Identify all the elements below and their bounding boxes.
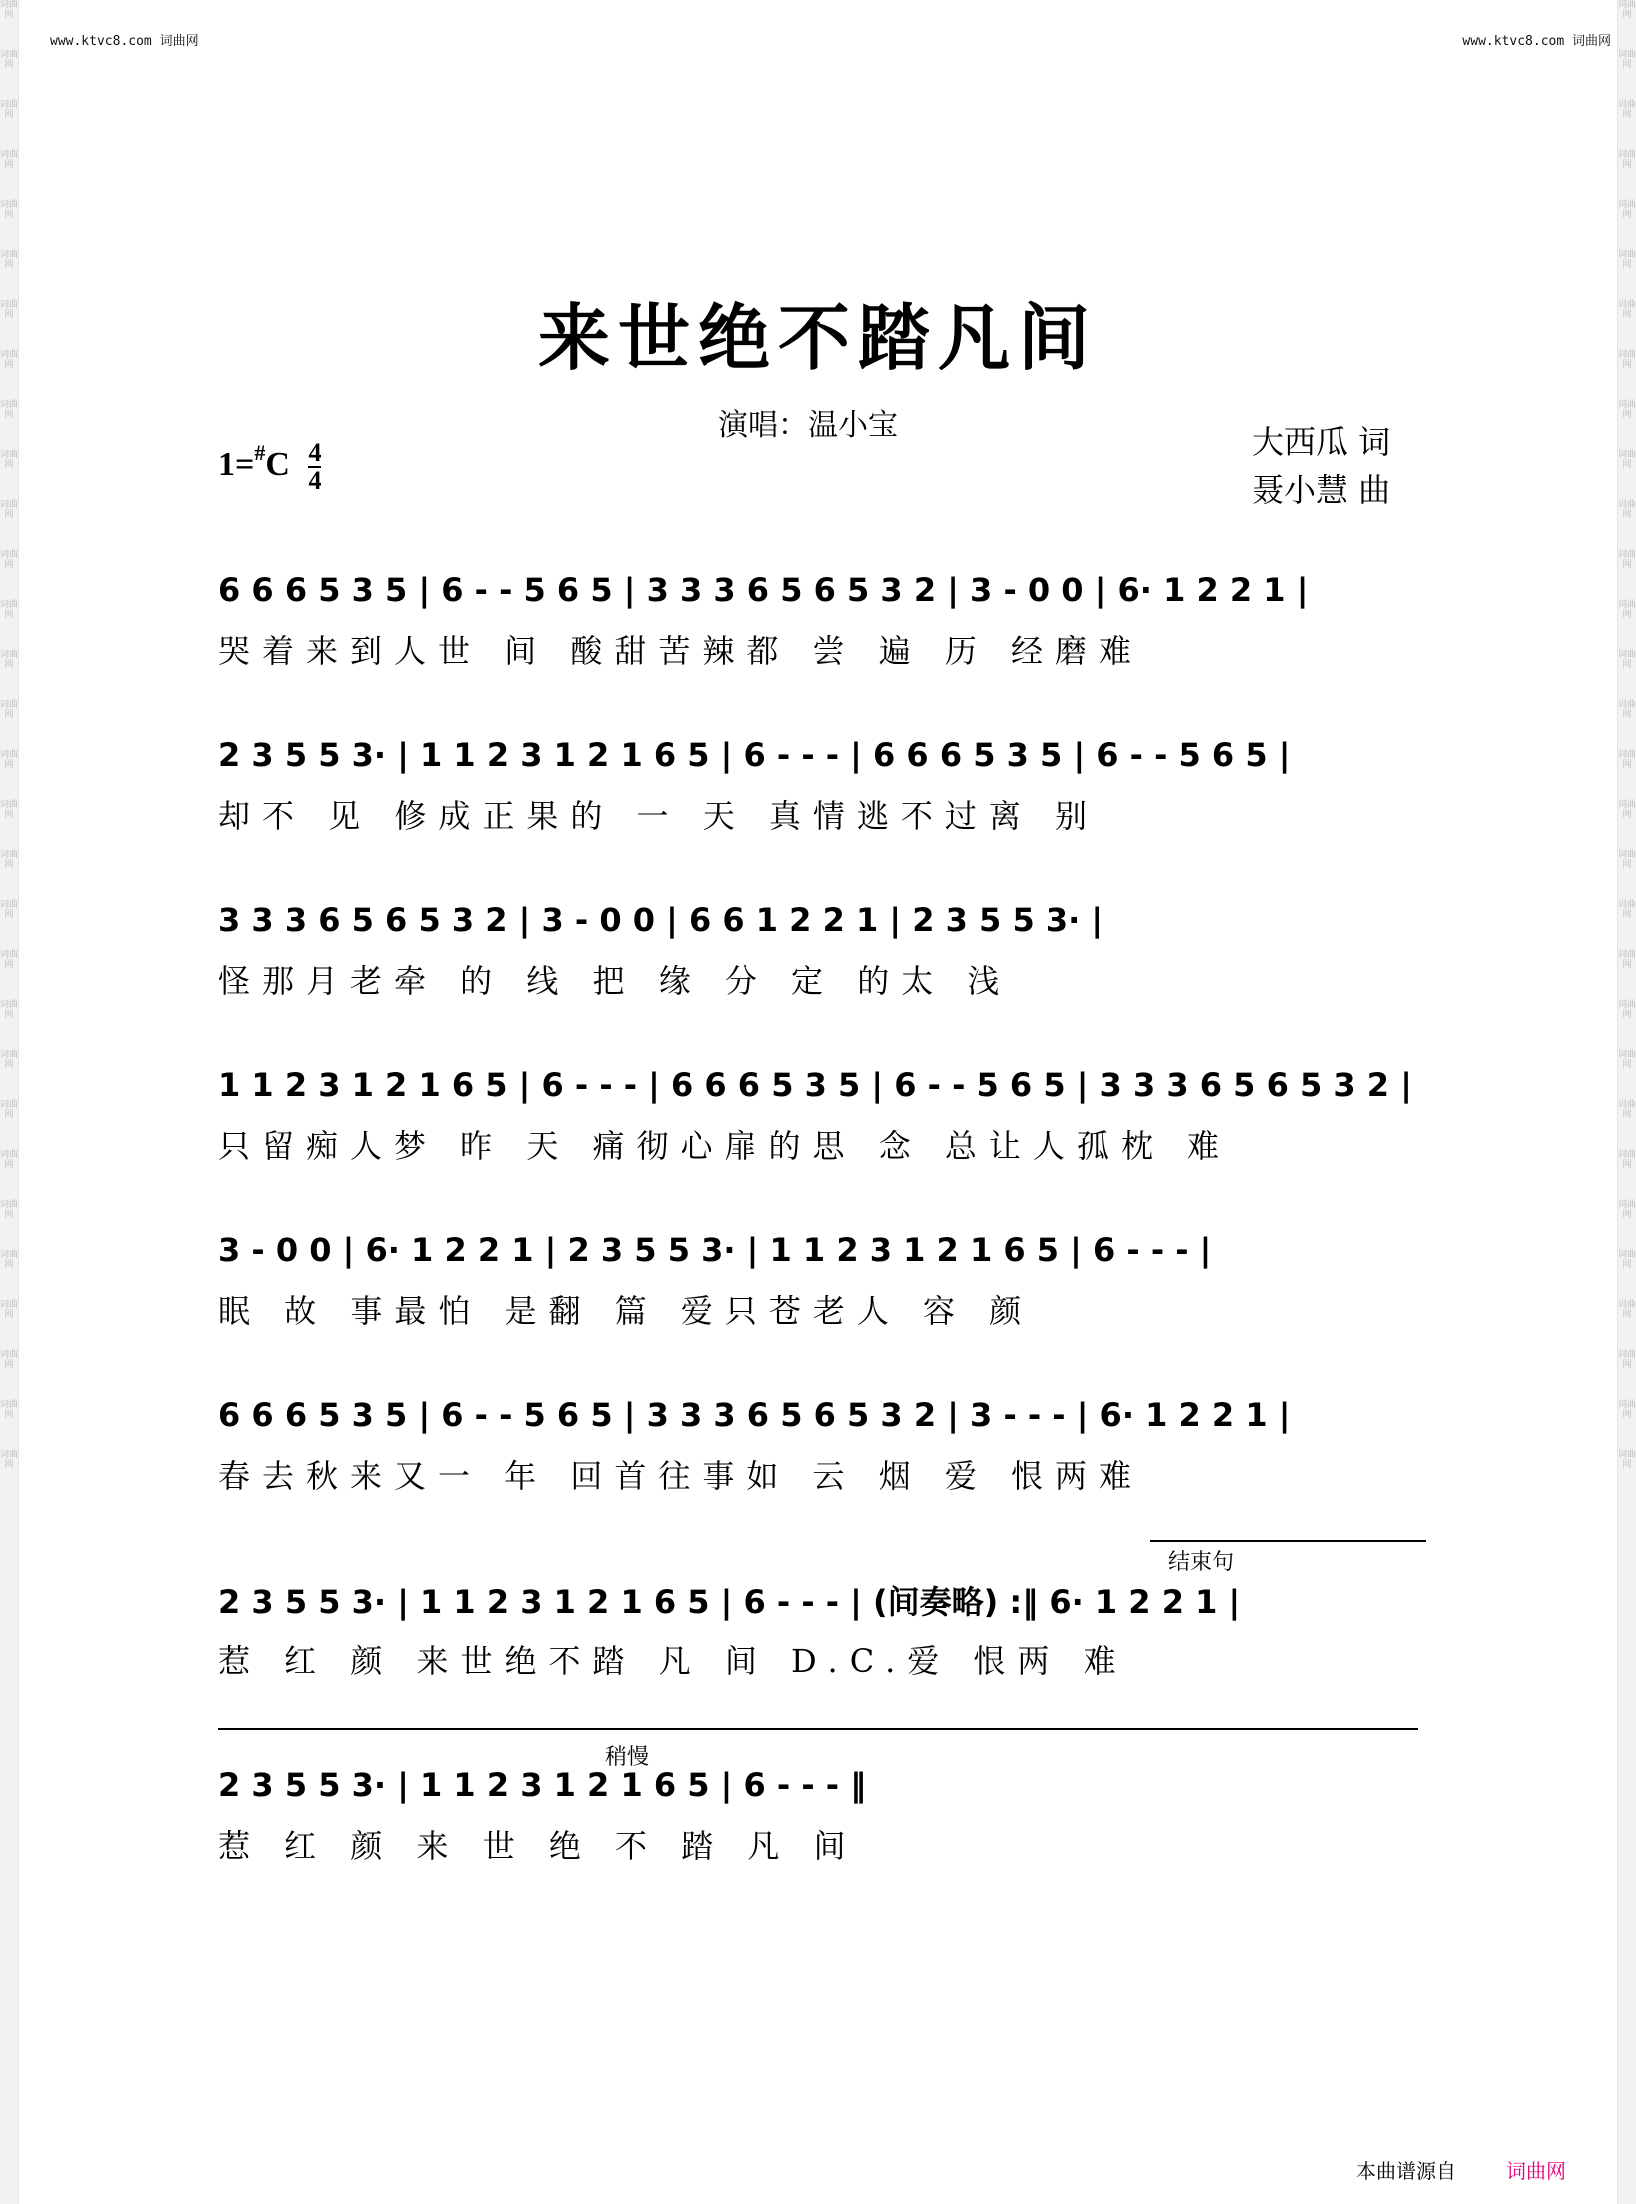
lyrics-line: 眠 故 事最怕 是翻 篇 爱只苍老人 容 颜 bbox=[218, 1292, 1034, 1330]
lyrics-line: 却不 见 修成正果的 一 天 真情逃不过离 别 bbox=[218, 797, 1100, 835]
time-signature bbox=[308, 440, 321, 494]
key-prefix: 1= bbox=[218, 445, 255, 483]
notation-line: 3 - 0 0 | 6· 1 2 2 1 | 2 3 5 5 3· | 1 1 2 3 1 2 1 6 5 | 6 - - - | bbox=[218, 1231, 1212, 1269]
notation-line: 3 3 3 6 5 6 5 3 2 | 3 - 0 0 | 6 6 1 2 2 1 | 2 3 5 5 3· | bbox=[218, 901, 1104, 939]
left-watermark-strip: 词曲网 词曲网 词曲网 词曲网 词曲网 词曲网 词曲网 词曲网 词曲网 词曲网 词曲网 词曲网 词曲网 词曲网 词曲网 词曲网 词曲网 词曲网 词曲网 词曲网 词曲网 词曲网 词曲网 词曲网 词曲网 词曲网 词曲网 词曲网 词曲网 词曲网 bbox=[0, 0, 19, 2204]
credits bbox=[1252, 418, 1390, 514]
notation-line: 6 6 6 5 3 5 | 6 - - 5 6 5 | 3 3 3 6 5 6 5 3 2 | 3 - - - | 6· 1 2 2 1 | bbox=[218, 1396, 1291, 1434]
lyrics-line: 只留痴人梦 昨 天 痛彻心扉的思 念 总让人孤枕 难 bbox=[218, 1127, 1232, 1165]
score-row-1 bbox=[218, 560, 1428, 672]
ending-label: 结束句 bbox=[1168, 1550, 1235, 1575]
meter-bottom: 4 bbox=[308, 466, 322, 495]
sharp-sign: # bbox=[254, 440, 266, 465]
lyrics-line: 哭着来到人世 间 酸甜苦辣都 尝 遍 历 经磨难 bbox=[218, 632, 1144, 670]
key-signature bbox=[218, 440, 321, 494]
score-row-4 bbox=[218, 1055, 1428, 1167]
score-row-8 bbox=[218, 1755, 1428, 1867]
notation-line: 2 3 5 5 3· | 1 1 2 3 1 2 1 6 5 | 6 - - - ‖ bbox=[218, 1766, 867, 1804]
lyrics-line: 怪那月老牵 的 线 把 缘 分 定 的太 浅 bbox=[218, 962, 1012, 1000]
notation-line: 6 6 6 5 3 5 | 6 - - 5 6 5 | 3 3 3 6 5 6 5 3 2 | 3 - 0 0 | 6· 1 2 2 1 | bbox=[218, 571, 1309, 609]
key-note: C bbox=[265, 445, 290, 483]
slow-label: 稍慢 bbox=[605, 1745, 650, 1770]
lyrics-line: 惹 红 颜 来世绝不踏 凡 间 D.C.爱 恨两 难 bbox=[218, 1642, 1128, 1680]
footer-site-link[interactable]: 词曲网 bbox=[1506, 2159, 1566, 2183]
ending-bracket-line-2 bbox=[218, 1728, 1418, 1730]
lyricist: 大西瓜 词 bbox=[1252, 423, 1391, 461]
score-row-5 bbox=[218, 1220, 1428, 1332]
score-row-6 bbox=[218, 1385, 1428, 1497]
lyrics-line: 惹 红 颜 来 世 绝 不 踏 凡 间 bbox=[218, 1827, 858, 1865]
notation-line: 2 3 5 5 3· | 1 1 2 3 1 2 1 6 5 | 6 - - - | 6 6 6 5 3 5 | 6 - - 5 6 5 | bbox=[218, 736, 1291, 774]
notation-line: 2 3 5 5 3· | 1 1 2 3 1 2 1 6 5 | 6 - - - | (间奏略) :‖ 6· 1 2 2 1 | bbox=[218, 1583, 1241, 1621]
footer-source: 本曲谱源自 bbox=[1356, 2159, 1456, 2183]
notation-line: 1 1 2 3 1 2 1 6 5 | 6 - - - | 6 6 6 5 3 5 | 6 - - 5 6 5 | 3 3 3 6 5 6 5 3 2 | bbox=[218, 1066, 1412, 1104]
song-title: 来世绝不踏凡间 bbox=[537, 295, 1098, 380]
meter-top: 4 bbox=[308, 438, 322, 467]
score-row-3 bbox=[218, 890, 1428, 1002]
composer: 聂小慧 曲 bbox=[1252, 471, 1391, 509]
singer: 演唱：温小宝 bbox=[718, 408, 898, 443]
ending-bracket-line bbox=[1150, 1540, 1426, 1542]
right-watermark-strip: 词曲网 词曲网 词曲网 词曲网 词曲网 词曲网 词曲网 词曲网 词曲网 词曲网 词曲网 词曲网 词曲网 词曲网 词曲网 词曲网 词曲网 词曲网 词曲网 词曲网 词曲网 词曲网 词曲网 词曲网 词曲网 词曲网 词曲网 词曲网 词曲网 词曲网 bbox=[1617, 0, 1636, 2204]
header-site-right[interactable]: www.ktvc8.com 词曲网 bbox=[1462, 34, 1611, 49]
lyrics-line: 春去秋来又一 年 回首往事如 云 烟 爱 恨两难 bbox=[218, 1457, 1144, 1495]
header-site-left[interactable]: www.ktvc8.com 词曲网 bbox=[50, 34, 199, 49]
score-row-2 bbox=[218, 725, 1428, 837]
score-row-7 bbox=[218, 1570, 1428, 1682]
